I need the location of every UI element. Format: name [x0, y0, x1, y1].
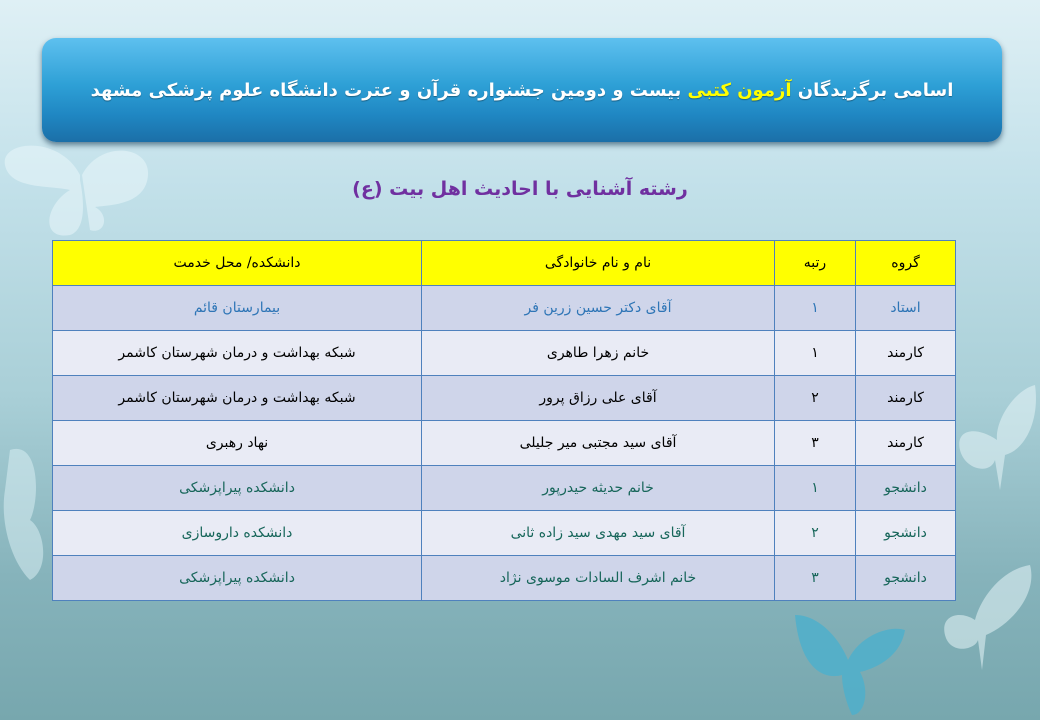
table-row [53, 466, 956, 511]
table-header-row [53, 241, 956, 286]
cell-rank: ۳ [775, 421, 856, 466]
cell-place: دانشکده داروسازی [53, 511, 422, 556]
header-name: نام و نام خانوادگی [422, 241, 775, 286]
winners-table [52, 240, 956, 601]
header-place: دانشکده/ محل خدمت [53, 241, 422, 286]
cell-name: آقای سید مهدی سید زاده ثانی [422, 511, 775, 556]
table-row [53, 556, 956, 601]
cell-place: شبکه بهداشت و درمان شهرستان کاشمر [53, 331, 422, 376]
cell-place: نهاد رهبری [53, 421, 422, 466]
cell-group: کارمند [856, 376, 956, 421]
table-row [53, 511, 956, 556]
cell-group: کارمند [856, 421, 956, 466]
cell-group: دانشجو [856, 466, 956, 511]
cell-place: دانشکده پیراپزشکی [53, 466, 422, 511]
cell-group: دانشجو [856, 511, 956, 556]
title-highlight: آزمون کتبی [687, 79, 792, 101]
cell-rank: ۳ [775, 556, 856, 601]
cell-place: بیمارستان قائم [53, 286, 422, 331]
cell-rank: ۱ [775, 331, 856, 376]
cell-name: آقای دکتر حسین زرین فر [422, 286, 775, 331]
cell-name: آقای سید مجتبی میر جلیلی [422, 421, 775, 466]
table-row [53, 286, 956, 331]
cell-rank: ۲ [775, 511, 856, 556]
cell-group: کارمند [856, 331, 956, 376]
cell-group: استاد [856, 286, 956, 331]
title-text-part1: اسامی برگزیدگان [797, 79, 954, 101]
butterfly-decoration-icon [790, 610, 910, 720]
cell-name: خانم زهرا طاهری [422, 331, 775, 376]
cell-group: دانشجو [856, 556, 956, 601]
cell-rank: ۱ [775, 466, 856, 511]
table-row [53, 421, 956, 466]
page-title [91, 80, 954, 101]
cell-name: آقای علی رزاق پرور [422, 376, 775, 421]
table-row [53, 376, 956, 421]
cell-place: شبکه بهداشت و درمان شهرستان کاشمر [53, 376, 422, 421]
cell-rank: ۲ [775, 376, 856, 421]
table-row [53, 331, 956, 376]
butterfly-decoration-icon [955, 380, 1040, 500]
header-rank: رتبه [775, 241, 856, 286]
cell-rank: ۱ [775, 286, 856, 331]
cell-name: خانم اشرف السادات موسوی نژاد [422, 556, 775, 601]
title-banner [42, 38, 1002, 142]
title-text-part2: بیست و دومین جشنواره قرآن و عترت دانشگاه علوم پزشکی مشهد [90, 79, 682, 101]
category-subtitle: رشته آشنایی با احادیث اهل بیت (ع) [352, 178, 688, 200]
header-group: گروه [856, 241, 956, 286]
cell-name: خانم حدیثه حیدرپور [422, 466, 775, 511]
cell-place: دانشکده پیراپزشکی [53, 556, 422, 601]
